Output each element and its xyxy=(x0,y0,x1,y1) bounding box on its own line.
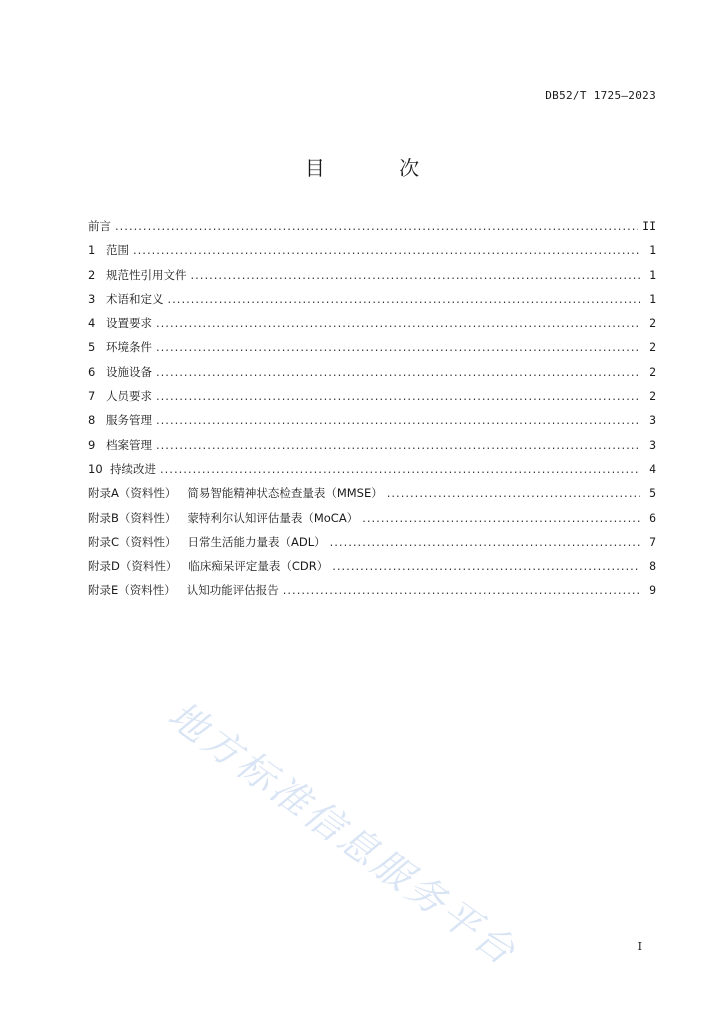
toc-entry-foreword[interactable] xyxy=(88,218,656,242)
toc-page-number: 1 xyxy=(649,267,656,282)
toc-leader-dots xyxy=(156,316,640,330)
toc-label: 持续改进 xyxy=(110,461,156,476)
toc-entry-8[interactable] xyxy=(88,412,656,436)
toc-page-number: 6 xyxy=(649,510,656,525)
toc-entry-7[interactable] xyxy=(88,388,656,412)
toc-page-number: 7 xyxy=(649,534,656,549)
toc-number: 7 xyxy=(88,389,96,404)
toc-page-number: 3 xyxy=(649,413,656,428)
toc-label: 术语和定义 xyxy=(106,291,164,306)
toc-label: 人员要求 xyxy=(106,389,152,404)
toc-label: 规范性引用文件 xyxy=(106,267,187,282)
toc-leader-dots xyxy=(362,511,640,525)
toc-page-number: 4 xyxy=(649,461,656,476)
toc-label: 附录D（资料性） 临床痴呆评定量表（CDR） xyxy=(88,559,329,574)
toc-entry-appendix-c[interactable] xyxy=(88,534,656,558)
toc-number: 10 xyxy=(88,461,103,476)
toc-leader-dots xyxy=(156,389,640,403)
toc-page-number: 2 xyxy=(649,389,656,404)
page-title: 目 次 xyxy=(304,156,454,180)
toc-label: 范围 xyxy=(106,243,129,258)
toc-page-number: 3 xyxy=(649,437,656,452)
toc-number: 5 xyxy=(88,340,96,355)
toc-leader-dots xyxy=(160,462,640,476)
toc-number: 3 xyxy=(88,291,96,306)
toc-leader-dots xyxy=(283,583,640,597)
toc-page-number: 2 xyxy=(649,316,656,331)
toc-label: 附录C（资料性） 日常生活能力量表（ADL） xyxy=(88,534,326,549)
toc-label: 档案管理 xyxy=(106,437,152,452)
toc-page-number: 1 xyxy=(649,291,656,306)
toc-label: 设置要求 xyxy=(106,316,152,331)
toc-leader-dots xyxy=(168,292,641,306)
page-number: I xyxy=(637,940,642,953)
toc-leader-dots xyxy=(115,219,638,233)
toc-label: 前言 xyxy=(88,219,111,233)
toc-number: 2 xyxy=(88,267,96,282)
toc-entry-2[interactable] xyxy=(88,267,656,291)
toc-page-number: 9 xyxy=(649,583,656,598)
toc-label: 设施设备 xyxy=(106,364,152,379)
document-code: DB52/T 1725—2023 xyxy=(545,89,656,102)
toc-label: 附录E（资料性） 认知功能评估报告 xyxy=(88,583,279,598)
toc-entry-5[interactable] xyxy=(88,339,656,363)
toc-entry-6[interactable] xyxy=(88,364,656,388)
toc-page-number: 2 xyxy=(649,364,656,379)
toc-entry-appendix-a[interactable] xyxy=(88,485,656,509)
toc-leader-dots xyxy=(156,365,640,379)
toc-label: 附录A（资料性） 简易智能精神状态检查量表（MMSE） xyxy=(88,486,383,501)
toc-leader-dots xyxy=(191,268,641,282)
toc-number: 1 xyxy=(88,243,96,258)
toc-leader-dots xyxy=(156,438,640,452)
toc-entry-9[interactable] xyxy=(88,437,656,461)
toc-number: 6 xyxy=(88,364,96,379)
toc-label: 附录B（资料性） 蒙特利尔认知评估量表（MoCA） xyxy=(88,510,359,525)
toc-page-number: II xyxy=(642,219,656,233)
toc-entry-appendix-b[interactable] xyxy=(88,510,656,534)
toc-leader-dots xyxy=(156,340,640,354)
toc-entry-10[interactable] xyxy=(88,461,656,485)
toc-label: 环境条件 xyxy=(106,340,152,355)
toc-page-number: 2 xyxy=(649,340,656,355)
watermark-text: 地方标准信息服务平台 xyxy=(160,692,526,976)
toc-entry-appendix-d[interactable] xyxy=(88,558,656,582)
table-of-contents xyxy=(88,218,656,607)
toc-leader-dots xyxy=(332,559,640,573)
toc-page-number: 8 xyxy=(649,559,656,574)
toc-leader-dots xyxy=(330,535,640,549)
toc-leader-dots xyxy=(387,486,640,500)
toc-label: 服务管理 xyxy=(106,413,152,428)
toc-number: 9 xyxy=(88,437,96,452)
toc-page-number: 5 xyxy=(649,486,656,501)
toc-number: 4 xyxy=(88,316,96,331)
toc-leader-dots xyxy=(133,243,640,257)
toc-entry-3[interactable] xyxy=(88,291,656,315)
toc-entry-4[interactable] xyxy=(88,315,656,339)
toc-page-number: 1 xyxy=(649,243,656,258)
toc-number: 8 xyxy=(88,413,96,428)
toc-entry-1[interactable] xyxy=(88,242,656,266)
toc-leader-dots xyxy=(156,413,640,427)
toc-entry-appendix-e[interactable] xyxy=(88,582,656,606)
